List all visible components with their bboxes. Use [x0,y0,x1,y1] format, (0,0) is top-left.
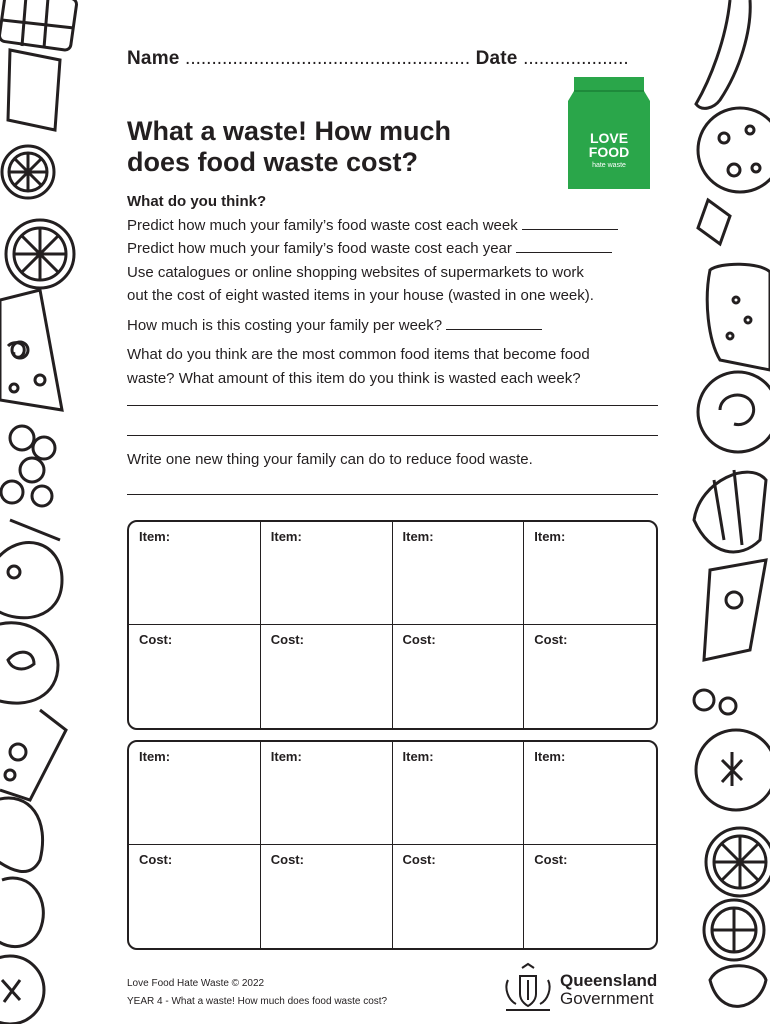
love-food-hate-waste-logo [566,75,652,190]
cost-cell[interactable] [261,845,393,948]
queensland-government-logo [560,972,657,1008]
banana-icon [696,0,750,108]
title-line-1: What a waste! How much [127,116,452,146]
cost-label: Cost: [139,852,173,867]
answer-line-1[interactable] [127,405,658,406]
item-cell[interactable] [393,742,525,845]
question-common-items-2: waste? What amount of this item do you think is wasted each week? [127,369,581,387]
item-cell[interactable] [393,522,525,625]
cost-cell[interactable] [393,625,525,728]
item-label: Item: [270,749,302,764]
tomato-icon [694,690,770,810]
qld-text-queensland: Queensland [560,971,658,990]
item-label: Item: [139,749,171,764]
name-field[interactable]: ...................................................... [185,48,471,69]
cost-cell[interactable] [524,625,656,728]
page-title [127,116,547,178]
question-common-items-1: What do you think are the most common food items that become food [127,346,590,363]
item-cell[interactable] [524,742,656,845]
question-yearly-cost [127,237,667,261]
logo-text-love: LOVE [589,130,629,146]
food-border-right [690,0,770,1024]
cost-cell[interactable] [393,845,525,948]
item-cell[interactable] [524,522,656,625]
footer [127,975,387,1011]
cost-label: Cost: [534,632,568,647]
berries-icon [1,426,60,540]
instruction-line-2: out the cost of eight wasted items in your house (wasted in one week). [127,287,594,304]
questions-heading: What do you think? [127,193,267,210]
questions-section [127,190,667,390]
cost-label: Cost: [270,852,304,867]
croissant-icon [694,470,766,660]
question-family-cost [127,314,667,338]
weekly-cost-answer-blank[interactable] [522,216,618,230]
logo-text-hate-waste: hate waste [592,162,626,169]
cost-label: Cost: [534,852,568,867]
items-cost-grid-1 [127,520,658,730]
yearly-cost-answer-blank[interactable] [516,239,612,253]
cost-label: Cost: [402,632,436,647]
qld-text-government: Government [560,989,654,1008]
item-cell[interactable] [129,742,261,845]
chocolate-bar-icon [0,0,77,130]
name-label: Name [127,48,180,69]
food-border-left [0,0,80,1024]
banana-icon [0,710,66,1024]
question-reduce-waste [127,448,667,472]
bread-icon [698,264,770,452]
item-label: Item: [534,529,566,544]
item-label: Item: [270,529,302,544]
cost-label: Cost: [139,632,173,647]
cost-label: Cost: [270,632,304,647]
question-yearly-cost-text: Predict how much your family’s food waste cost each year [127,240,512,257]
cost-label: Cost: [402,852,436,867]
date-field[interactable]: .................... [523,48,629,69]
cost-cell[interactable] [261,625,393,728]
cookie-icon [698,108,770,244]
coat-of-arms-icon [502,962,554,1012]
item-label: Item: [402,749,434,764]
instruction-line-1: Use catalogues or online shopping websites of supermarkets to work [127,263,584,281]
item-cell[interactable] [261,522,393,625]
answer-line-2[interactable] [127,435,658,436]
answer-line-3[interactable] [127,494,658,495]
logo-text-food: FOOD [588,144,630,160]
question-reduce-waste-text: Write one new thing your family can do to reduce food waste. [127,451,533,468]
item-label: Item: [139,529,171,544]
question-weekly-cost-text: Predict how much your family’s food waste cost each week [127,216,518,234]
apple-icon [0,543,62,704]
orange-slice-icon [704,828,770,1006]
orange-slice-icon [2,146,74,288]
question-weekly-cost [127,214,667,238]
item-label: Item: [402,529,434,544]
question-family-cost-text: How much is this costing your family per week? [127,316,443,334]
item-cell[interactable] [129,522,261,625]
date-label: Date [475,48,518,69]
item-cell[interactable] [261,742,393,845]
footer-copyright: Love Food Hate Waste © 2022 [127,978,265,989]
items-cost-grid-2 [127,740,658,950]
family-cost-answer-blank[interactable] [446,316,542,330]
name-date-line [127,48,629,70]
cost-cell[interactable] [524,845,656,948]
cost-cell[interactable] [129,625,261,728]
footer-worksheet-title: YEAR 4 - What a waste! How much does food waste cost? [127,996,388,1007]
cheese-icon [0,290,62,410]
title-line-2: does food waste cost? [127,147,419,177]
item-label: Item: [534,749,566,764]
cost-cell[interactable] [129,845,261,948]
